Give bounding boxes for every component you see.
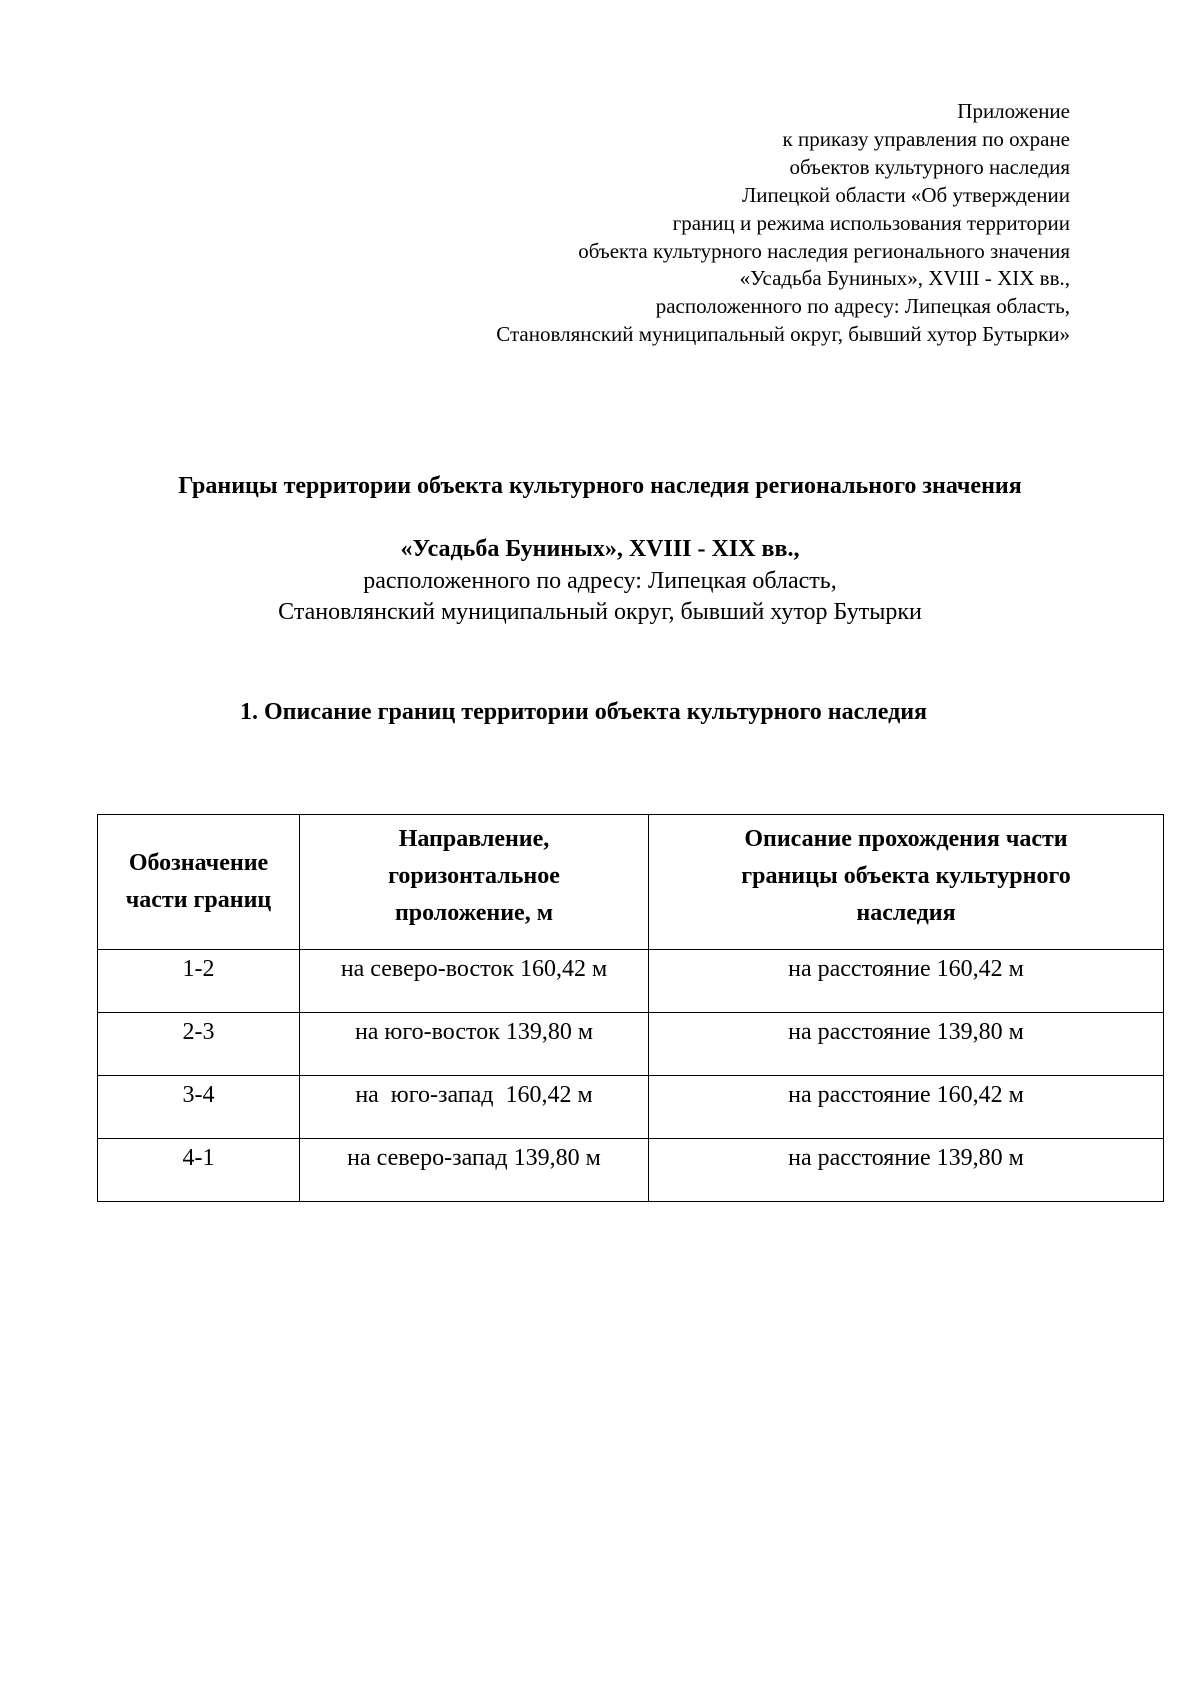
header-line: части границ — [125, 887, 272, 913]
header-line: Направление, — [398, 826, 550, 852]
cell-description: на расстояние 139,80 м — [649, 1139, 1164, 1202]
table-row — [98, 1139, 1164, 1202]
header-designation — [98, 815, 300, 950]
cell-direction: на северо-восток 160,42 м — [300, 950, 649, 1013]
cell-designation: 3-4 — [98, 1076, 300, 1139]
appendix-line: границ и режима использования территории — [672, 210, 1070, 235]
table-row — [98, 1076, 1164, 1139]
header-line: границы объекта культурного — [741, 863, 1071, 889]
appendix-line: расположенного по адресу: Липецкая область, — [655, 294, 1070, 319]
appendix-line: «Усадьба Буниных», XVIII - XIX вв., — [739, 266, 1070, 291]
appendix-line: Приложение — [957, 99, 1070, 123]
appendix-header — [330, 98, 1070, 349]
header-description — [649, 815, 1164, 950]
boundaries-table — [97, 814, 1164, 1202]
cell-direction: на северо-запад 139,80 м — [300, 1139, 649, 1202]
cell-description: на расстояние 160,42 м — [649, 1076, 1164, 1139]
address-line: расположенного по адресу: Липецкая область, — [363, 568, 837, 594]
header-line: Обозначение — [128, 850, 269, 876]
header-direction — [300, 815, 649, 950]
appendix-line: Липецкой области «Об утверждении — [742, 182, 1070, 207]
cell-description: на расстояние 139,80 м — [649, 1013, 1164, 1076]
table-row — [98, 950, 1164, 1013]
object-address — [0, 566, 1200, 628]
address-line: Становлянский муниципальный округ, бывший хутор Бутырки — [278, 599, 922, 625]
cell-designation: 2-3 — [98, 1013, 300, 1076]
header-line: наследия — [856, 900, 956, 926]
appendix-line: Становлянский муниципальный округ, бывший хутор Бутырки» — [496, 322, 1070, 347]
object-name: «Усадьба Буниных», XVIII - XIX вв., — [400, 536, 800, 562]
section-title: 1. Описание границ территории объекта культурного наследия — [240, 699, 928, 725]
appendix-line: к приказу управления по охране — [782, 126, 1070, 151]
document-title: Границы территории объекта культурного наследия регионального значения — [178, 473, 1022, 499]
cell-designation: 4-1 — [98, 1139, 300, 1202]
cell-direction: на юго-восток 139,80 м — [300, 1013, 649, 1076]
cell-direction: на юго-запад 160,42 м — [300, 1076, 649, 1139]
cell-description: на расстояние 160,42 м — [649, 950, 1164, 1013]
table-header-row — [98, 815, 1164, 950]
cell-designation: 1-2 — [98, 950, 300, 1013]
header-line: проложение, м — [394, 900, 554, 926]
appendix-line: объекта культурного наследия регионального значения — [578, 238, 1070, 263]
header-line: Описание прохождения части — [744, 826, 1068, 852]
appendix-line: объектов культурного наследия — [789, 154, 1070, 179]
table-row — [98, 1013, 1164, 1076]
header-line: горизонтальное — [388, 863, 560, 889]
